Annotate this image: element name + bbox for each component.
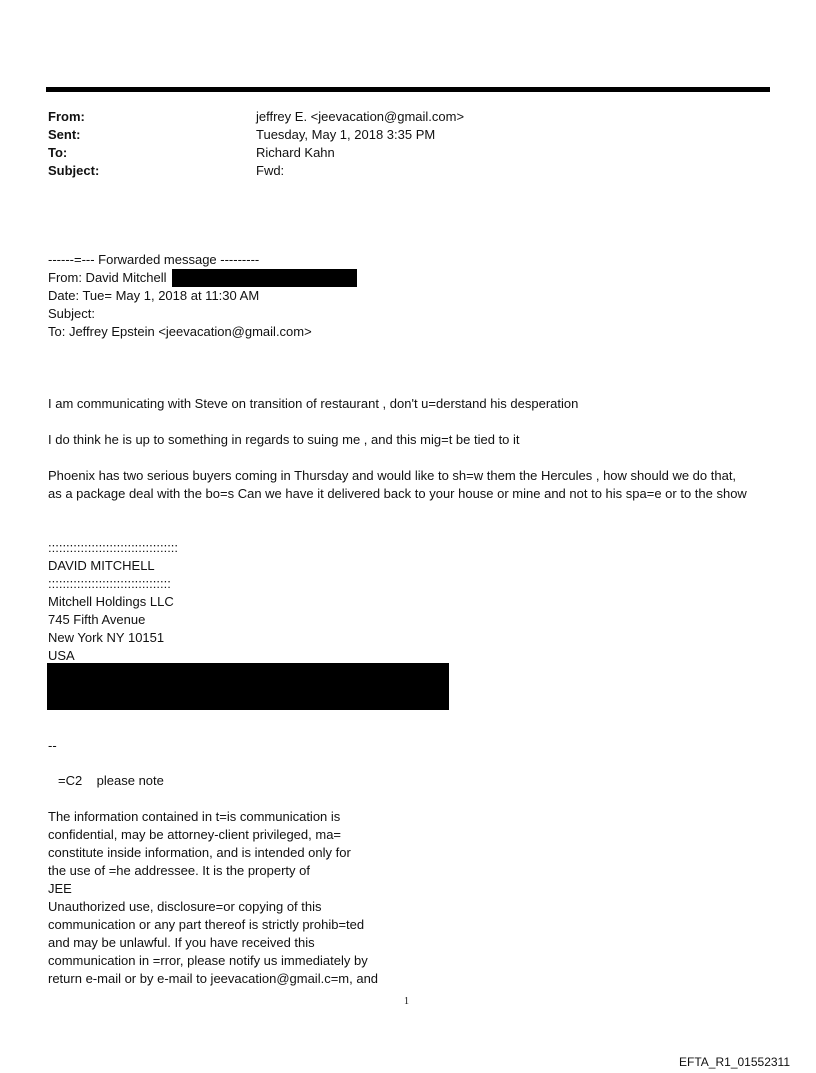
forwarded-from: From: David Mitchell (48, 270, 167, 285)
document-id: EFTA_R1_01552311 (679, 1055, 790, 1069)
signature-dots-top: :::::::::::::::::::::::::::::::::::: (48, 540, 179, 555)
header-rule (46, 87, 770, 92)
forwarded-banner: ------=--- Forwarded message --------- (48, 252, 260, 267)
body-paragraph-3-line-1: Phoenix has two serious buyers coming in Thursday and would like to sh=w them the Hercules , how should we do that, (48, 468, 737, 483)
disclaimer-line-5: JEE (48, 881, 72, 896)
body-paragraph-1: I am communicating with Steve on transition of restaurant , don't u=derstand his desperation (48, 396, 579, 411)
to-label: To: (48, 145, 68, 160)
signature-company: Mitchell Holdings LLC (48, 594, 174, 609)
disclaimer-line-1: The information contained in t=is communication is (48, 809, 341, 824)
signature-country: USA (48, 648, 75, 663)
sent-label: Sent: (48, 127, 81, 142)
signature-dots-bottom: :::::::::::::::::::::::::::::::::: (48, 576, 171, 591)
body-paragraph-2: I do think he is up to something in regards to suing me , and this mig=t be tied to it (48, 432, 520, 447)
forwarded-to: To: Jeffrey Epstein <jeevacation@gmail.com> (48, 324, 312, 339)
disclaimer-line-4: the use of =he addressee. It is the property of (48, 863, 310, 878)
to-value: Richard Kahn (256, 145, 335, 160)
body-paragraph-3-line-2: as a package deal with the bo=s Can we have it delivered back to your house or mine and not to his spa=e or to the show (48, 486, 747, 501)
disclaimer-line-9: communication in =rror, please notify us immediately by (48, 953, 368, 968)
disclaimer-line-2: confidential, may be attorney-client privileged, ma= (48, 827, 342, 842)
signature-address-1: 745 Fifth Avenue (48, 612, 146, 627)
signature-address-2: New York NY 10151 (48, 630, 165, 645)
footer-dashes: -- (48, 738, 57, 753)
subject-value: Fwd: (256, 163, 285, 178)
disclaimer-line-10: return e-mail or by e-mail to jeevacation@gmail.c=m, and (48, 971, 379, 986)
from-label: From: (48, 109, 85, 124)
forwarded-date: Date: Tue= May 1, 2018 at 11:30 AM (48, 288, 260, 303)
signature-name: DAVID MITCHELL (48, 558, 155, 573)
disclaimer-line-3: constitute inside information, and is intended only for (48, 845, 351, 860)
forwarded-subject: Subject: (48, 306, 95, 321)
disclaimer-line-7: communication or any part thereof is strictly prohib=ted (48, 917, 365, 932)
redaction-bar-contact (47, 663, 449, 710)
footer-note: =C2 please note (58, 773, 164, 788)
disclaimer-line-8: and may be unlawful. If you have received this (48, 935, 315, 950)
redaction-bar-email (172, 269, 357, 287)
disclaimer-line-6: Unauthorized use, disclosure=or copying of this (48, 899, 322, 914)
page-number: 1 (404, 996, 409, 1007)
from-value: jeffrey E. <jeevacation@gmail.com> (256, 109, 465, 124)
sent-value: Tuesday, May 1, 2018 3:35 PM (256, 127, 436, 142)
subject-label: Subject: (48, 163, 100, 178)
